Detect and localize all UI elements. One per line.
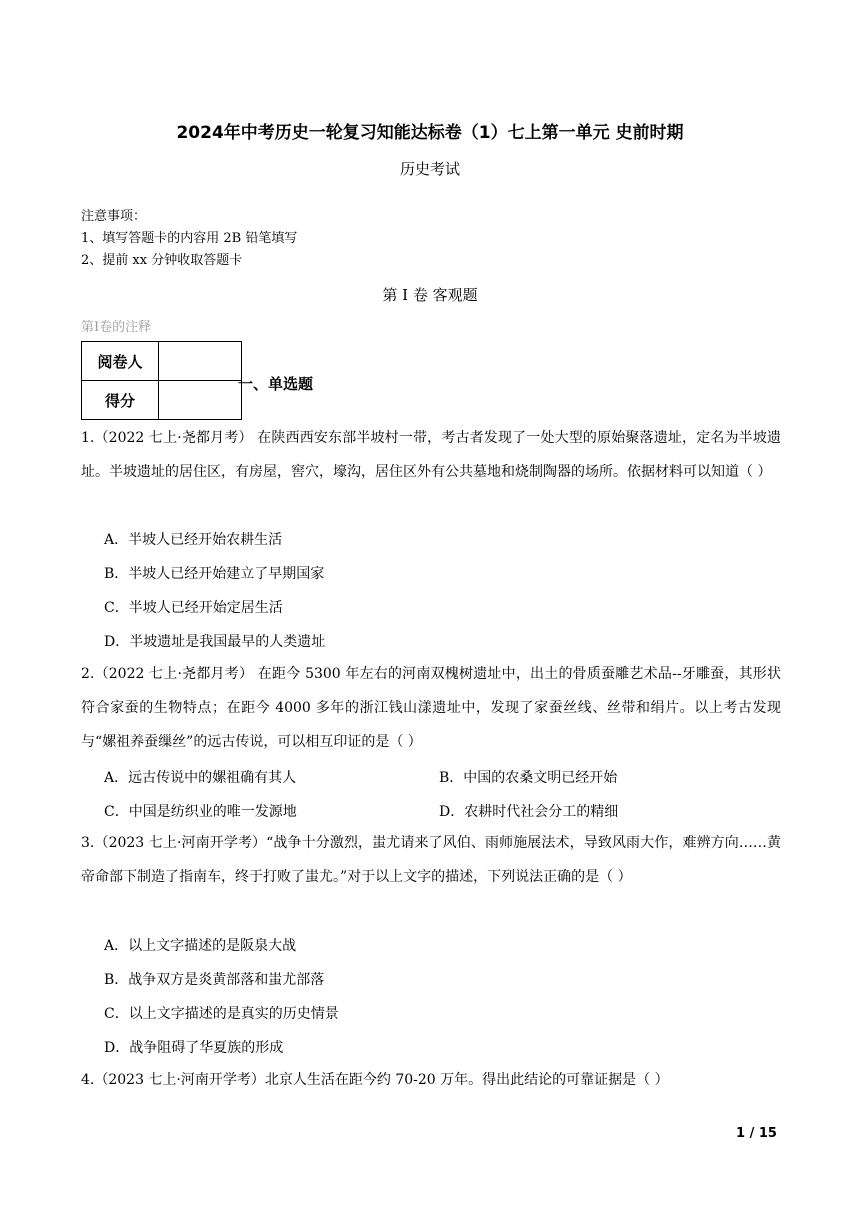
question-2-option-a: A．远古传说中的嫘祖确有其人 (104, 770, 297, 786)
notes-item-1: 1、填写答题卡的内容用 2B 铅笔填写 (81, 231, 298, 246)
question-1-option-c: C．半坡人已经开始定居生活 (104, 600, 283, 616)
question-1-option-d: D．半坡遗址是我国最早的人类遗址 (104, 634, 326, 650)
question-2-option-d: D．农耕时代社会分工的精细 (439, 804, 619, 820)
score-label: 得分 (82, 381, 159, 420)
section-note: 第Ⅰ卷的注释 (81, 320, 152, 335)
document-subtitle: 历史考试 (399, 160, 460, 178)
notes-heading: 注意事项： (81, 209, 147, 224)
question-2-option-b: B．中国的农桑文明已经开始 (439, 770, 618, 786)
question-3-option-b: B．战争双方是炎黄部落和蚩尤部落 (104, 972, 325, 988)
question-2-option-c: C．中国是纺织业的唯一发源地 (104, 804, 297, 820)
question-3-option-d: D．战争阻碍了华夏族的形成 (104, 1040, 284, 1056)
score-cell[interactable] (159, 381, 242, 420)
section-title: 第 Ⅰ 卷 客观题 (382, 286, 478, 304)
question-4-stem: 4.（2023 七上·河南开学考）北京人生活在距今约 70-20 万年。得出此结论的可靠证据是（ ） (81, 1072, 669, 1088)
question-1-option-b: B．半坡人已经开始建立了早期国家 (104, 566, 325, 582)
part-heading: 一、单选题 (238, 375, 314, 393)
question-2-stem: 2.（2022 七上·尧都月考） 在距今 5300 年左右的河南双槐树遗址中，出土的骨质蚕雕艺术品--牙雕蚕，其形状符合家蚕的生物特点；在距今 4000 多年的浙江钱山漾遗址中，发现了家蚕丝线、丝带和绢片。以上考古发现与“嫘祖养蚕缫丝”的远古传说，可以相互印证的是（ ） (81, 666, 781, 750)
notes-item-2: 2、提前 xx 分钟收取答题卡 (81, 253, 243, 268)
reviewer-label: 阅卷人 (82, 342, 159, 381)
question-3-option-c: C．以上文字描述的是真实的历史情景 (104, 1006, 339, 1022)
score-table (81, 341, 242, 420)
question-3-stem: 3.（2023 七上·河南开学考）“战争十分激烈，蚩尤请来了风伯、雨师施展法术，导致风雨大作，难辨方向……黄帝命部下制造了指南车，终于打败了蚩尤。”对于以上文字的描述，下列说法正确的是（ ） (81, 835, 781, 885)
document-title: 2024年中考历史一轮复习知能达标卷（1）七上第一单元 史前时期 (176, 123, 684, 143)
question-1-option-a: A．半坡人已经开始农耕生活 (104, 532, 283, 548)
question-3-option-a: A．以上文字描述的是阪泉大战 (104, 938, 297, 954)
reviewer-cell[interactable] (159, 342, 242, 381)
page-number: 1 / 15 (736, 1126, 777, 1141)
question-1-stem: 1.（2022 七上·尧都月考） 在陕西西安东部半坡村一带，考古者发现了一处大型的原始聚落遗址，定名为半坡遗址。半坡遗址的居住区，有房屋，窖穴，壕沟，居住区外有公共墓地和烧制陶器的场所。依据材料可以知道（ ） (81, 430, 781, 480)
